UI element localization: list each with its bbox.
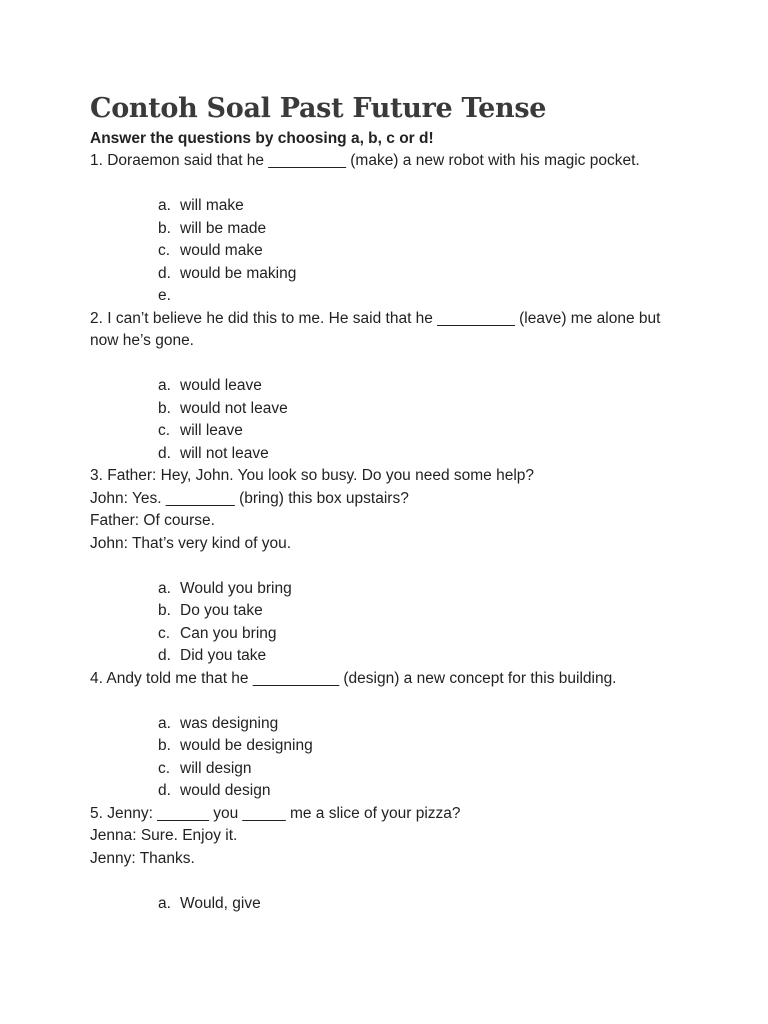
question-1 [90,150,690,308]
option-text: would be designing [180,737,313,754]
option-list [90,375,690,465]
spacer [90,870,690,893]
question-text: 3. Father: Hey, John. You look so busy. Do you need some help? [90,467,535,484]
question-text: 1. Doraemon said that he _________ (make) a new robot with his magic pocket. [90,152,640,169]
question-text: 5. Jenny: ______ you _____ me a slice of your pizza? [90,804,461,822]
option-item [158,263,690,286]
option-item [158,735,690,758]
option-item [158,893,690,916]
option-item [158,623,690,646]
option-letter: a. [158,197,171,214]
question-text: John: Yes. ________ (bring) this box upstairs? [90,489,409,507]
question-text: John: That’s very kind of you. [90,534,292,552]
option-letter: d. [158,782,171,799]
option-item [158,758,690,781]
option-text: will leave [180,422,243,439]
option-text: Do you take [180,602,263,619]
option-text: will design [180,759,252,777]
option-list [90,713,690,803]
question-text: 2. I can’t believe he did this to me. He said that he _________ (leave) me alone but [90,309,661,327]
document-page [90,90,690,915]
spacer [90,690,690,713]
option-list [90,195,690,308]
question-2 [90,308,690,466]
option-text: will not leave [180,444,269,462]
question-text: Jenna: Sure. Enjoy it. [90,827,238,844]
option-letter: d. [158,647,171,664]
option-letter: c. [158,759,171,777]
question-text: now he’s gone. [90,332,194,349]
option-text: Did you take [180,647,267,664]
option-letter: a. [158,894,171,912]
option-item [158,780,690,803]
option-letter: b. [158,219,171,237]
option-letter: a. [158,714,171,732]
option-text: would make [180,242,263,259]
question-text: 4. Andy told me that he __________ (design) a new concept for this building. [90,669,617,687]
option-item [158,195,690,218]
option-letter: e. [158,287,171,304]
option-letter: c. [158,242,171,259]
option-list [90,578,690,668]
option-letter: b. [158,602,171,619]
question-3 [90,465,690,668]
spacer [90,173,690,196]
option-letter: c. [158,422,171,439]
option-text: Can you bring [180,624,277,642]
option-item [158,713,690,736]
option-item [158,398,690,421]
option-item [158,443,690,466]
option-letter: a. [158,377,171,394]
option-letter: a. [158,579,171,597]
question-text: Father: Of course. [90,512,215,529]
question-text: Jenny: Thanks. [90,849,195,867]
option-text: was designing [180,714,279,732]
option-text: will be made [180,219,267,237]
page-title: Contoh Soal Past Future Tense [90,93,547,124]
option-letter: b. [158,737,171,754]
spacer [90,353,690,376]
option-text: Would you bring [180,579,292,597]
option-letter: d. [158,264,171,282]
question-list [90,150,690,915]
option-item [158,600,690,623]
option-item [158,375,690,398]
option-text: would be making [180,264,297,282]
option-text: would design [180,782,271,799]
option-list [90,893,690,916]
option-text: will make [180,197,244,214]
instruction-text: Answer the questions by choosing a, b, c or d! [90,130,434,147]
question-4 [90,668,690,803]
question-5 [90,803,690,916]
option-item [158,218,690,241]
option-letter: d. [158,444,171,462]
option-item [158,645,690,668]
option-text: would not leave [180,399,288,417]
option-text: would leave [180,377,262,394]
option-letter: c. [158,624,171,642]
option-item [158,285,690,308]
option-item [158,240,690,263]
option-item [158,420,690,443]
option-item [158,578,690,601]
option-letter: b. [158,399,171,417]
option-text: Would, give [180,894,261,912]
spacer [90,555,690,578]
